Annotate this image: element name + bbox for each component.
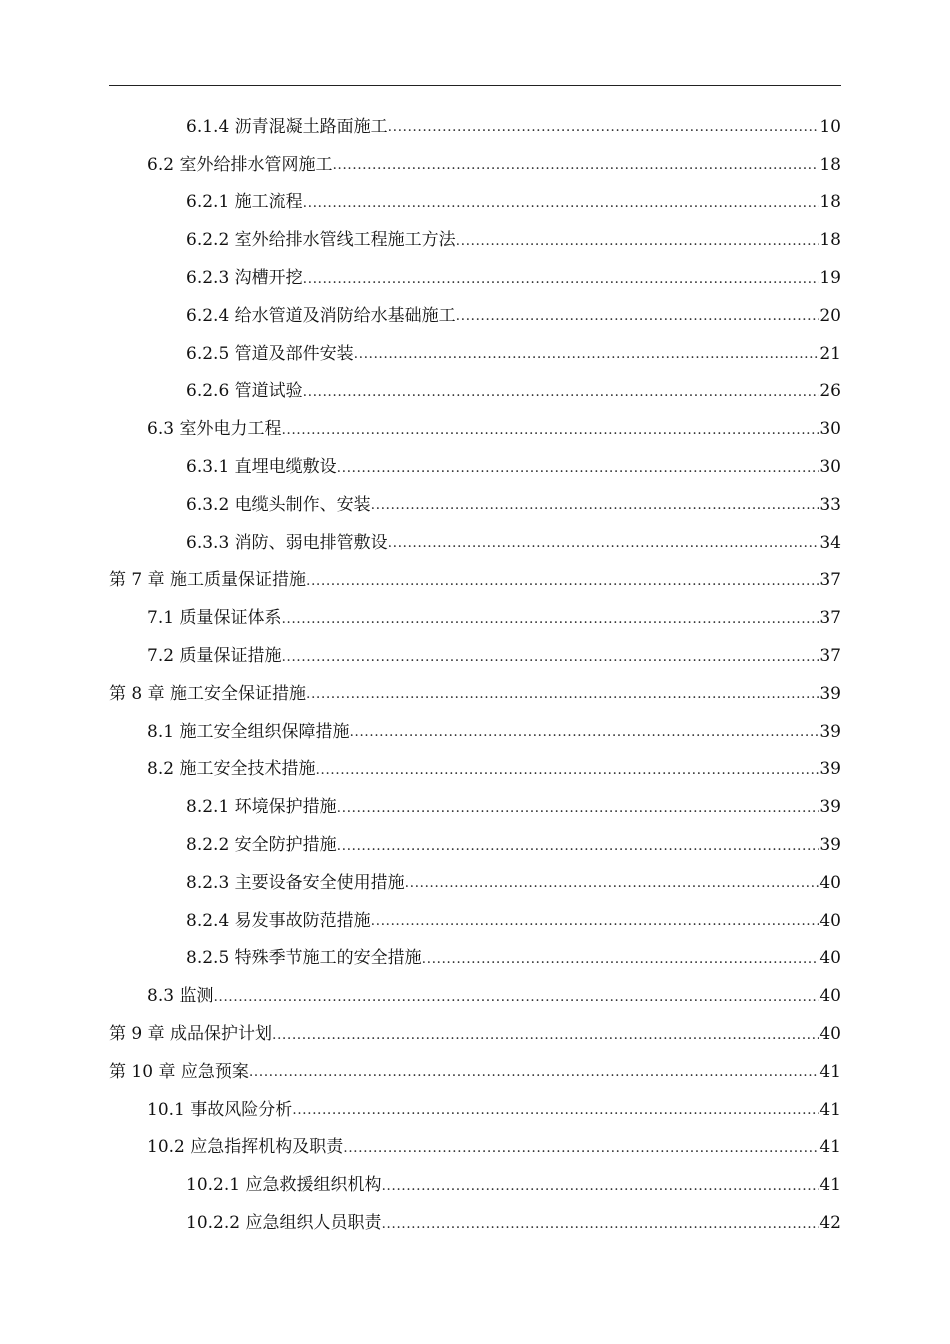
- toc-entry-page-number: 39: [819, 683, 841, 704]
- toc-entry-title: 8.2.1 环境保护措施: [186, 797, 337, 818]
- toc-entry-title: 7.1 质量保证体系: [147, 608, 282, 629]
- dot-leader: [405, 872, 820, 893]
- toc-entry-title: 8.2.4 易发事故防范措施: [186, 910, 371, 931]
- dot-leader: [381, 1175, 819, 1196]
- dot-leader: [281, 419, 819, 440]
- toc-entry[interactable]: [0, 902, 950, 940]
- toc-entry-title: 第 9 章 成品保护计划: [109, 1024, 273, 1045]
- toc-entry[interactable]: [0, 1129, 950, 1167]
- toc-entry-title: 6.3.1 直埋电缆敷设: [186, 457, 337, 478]
- toc-entry-page-number: 21: [819, 343, 841, 364]
- dot-leader: [306, 683, 819, 704]
- dot-leader: [306, 570, 819, 591]
- toc-entry-page-number: 34: [819, 532, 841, 553]
- toc-entry[interactable]: [0, 599, 950, 637]
- toc-entry-page-number: 39: [819, 797, 841, 818]
- toc-entry-title: 6.2.4 给水管道及消防给水基础施工: [186, 305, 456, 326]
- toc-entry[interactable]: [0, 221, 950, 259]
- toc-entry-page-number: 37: [819, 570, 841, 591]
- toc-entry-title: 第 10 章 应急预案: [109, 1061, 249, 1082]
- toc-entry-title: 10.2 应急指挥机构及职责: [147, 1137, 344, 1158]
- toc-entry[interactable]: [0, 297, 950, 335]
- dot-leader: [456, 305, 820, 326]
- dot-leader: [315, 759, 819, 780]
- dot-leader: [354, 343, 820, 364]
- toc-entry[interactable]: [0, 1166, 950, 1204]
- toc-entry-title: 6.3.3 消防、弱电排管敷设: [186, 532, 388, 553]
- toc-entry-page-number: 40: [819, 948, 841, 969]
- toc-entry-title: 8.3 监测: [147, 986, 214, 1007]
- dot-leader: [371, 494, 820, 515]
- header-rule: [109, 85, 841, 86]
- toc-entry-page-number: 20: [819, 305, 841, 326]
- toc-entry[interactable]: [0, 335, 950, 373]
- toc-entry[interactable]: [0, 864, 950, 902]
- toc-entry-title: 8.2.2 安全防护措施: [186, 835, 337, 856]
- toc-entry-page-number: 40: [819, 1024, 841, 1045]
- toc-entry-page-number: 19: [819, 268, 841, 289]
- dot-leader: [456, 230, 820, 251]
- toc-entry-page-number: 40: [819, 872, 841, 893]
- toc-entry-title: 8.2.3 主要设备安全使用措施: [186, 872, 405, 893]
- dot-leader: [272, 1024, 819, 1045]
- toc-entry-page-number: 33: [819, 494, 841, 515]
- dot-leader: [303, 381, 820, 402]
- toc-entry-page-number: 39: [819, 721, 841, 742]
- dot-leader: [337, 797, 820, 818]
- toc-entry-page-number: 10: [819, 116, 841, 137]
- toc-entry-title: 第 7 章 施工质量保证措施: [109, 570, 307, 591]
- toc-entry-page-number: 42: [819, 1213, 841, 1233]
- toc-entry[interactable]: [0, 524, 950, 562]
- toc-entry[interactable]: [0, 410, 950, 448]
- toc-entry[interactable]: [0, 1053, 950, 1091]
- dot-leader: [249, 1061, 820, 1082]
- dot-leader: [371, 910, 820, 931]
- toc-entry-page-number: 39: [819, 759, 841, 780]
- toc-entry-title: 6.2.6 管道试验: [186, 381, 303, 402]
- toc-entry-title: 6.2 室外给排水管网施工: [147, 154, 333, 175]
- table-of-contents: [0, 108, 950, 1242]
- toc-entry[interactable]: [0, 977, 950, 1015]
- toc-entry[interactable]: [0, 259, 950, 297]
- toc-entry[interactable]: [0, 788, 950, 826]
- toc-entry-page-number: 41: [819, 1137, 841, 1158]
- toc-entry-title: 8.2.5 特殊季节施工的安全措施: [186, 948, 422, 969]
- dot-leader: [337, 457, 820, 478]
- toc-entry[interactable]: [0, 713, 950, 751]
- dot-leader: [292, 1099, 819, 1120]
- toc-entry-title: 6.2.1 施工流程: [186, 192, 303, 213]
- dot-leader: [337, 835, 820, 856]
- dot-leader: [332, 154, 819, 175]
- toc-entry[interactable]: [0, 146, 950, 184]
- toc-entry[interactable]: [0, 486, 950, 524]
- dot-leader: [343, 1137, 819, 1158]
- toc-entry-title: 6.1.4 沥青混凝土路面施工: [186, 116, 388, 137]
- toc-entry[interactable]: [0, 1015, 950, 1053]
- toc-entry-page-number: 41: [819, 1175, 841, 1196]
- toc-entry-title: 8.2 施工安全技术措施: [147, 759, 316, 780]
- toc-entry-page-number: 18: [819, 154, 841, 175]
- toc-entry-page-number: 30: [819, 419, 841, 440]
- toc-entry-page-number: 40: [819, 986, 841, 1007]
- toc-entry-page-number: 37: [819, 608, 841, 629]
- toc-entry-page-number: 40: [819, 910, 841, 931]
- toc-entry[interactable]: [0, 637, 950, 675]
- toc-entry[interactable]: [0, 184, 950, 222]
- toc-entry-page-number: 39: [819, 835, 841, 856]
- toc-entry-title: 10.2.1 应急救援组织机构: [186, 1175, 382, 1196]
- toc-entry-page-number: 18: [819, 230, 841, 251]
- dot-leader: [281, 646, 819, 667]
- toc-entry-title: 10.2.2 应急组织人员职责: [186, 1213, 382, 1233]
- toc-entry-page-number: 26: [819, 381, 841, 402]
- dot-leader: [303, 192, 820, 213]
- toc-entry-title: 6.3 室外电力工程: [147, 419, 282, 440]
- toc-entry[interactable]: [0, 373, 950, 411]
- dot-leader: [303, 268, 820, 289]
- toc-entry[interactable]: [0, 108, 950, 146]
- toc-entry[interactable]: [0, 751, 950, 789]
- toc-entry[interactable]: [0, 826, 950, 864]
- toc-entry-title: 6.3.2 电缆头制作、安装: [186, 494, 371, 515]
- toc-entry-page-number: 41: [819, 1099, 841, 1120]
- dot-leader: [281, 608, 819, 629]
- dot-leader: [213, 986, 819, 1007]
- toc-entry[interactable]: [0, 448, 950, 486]
- toc-entry-page-number: 30: [819, 457, 841, 478]
- toc-entry-title: 8.1 施工安全组织保障措施: [147, 721, 350, 742]
- toc-entry[interactable]: [0, 1204, 950, 1242]
- dot-leader: [381, 1213, 819, 1234]
- toc-entry-page-number: 18: [819, 192, 841, 213]
- toc-entry-title: 6.2.5 管道及部件安装: [186, 343, 354, 364]
- toc-entry-title: 第 8 章 施工安全保证措施: [109, 683, 307, 704]
- dot-leader: [349, 721, 819, 742]
- toc-entry-page-number: 37: [819, 646, 841, 667]
- dot-leader: [388, 532, 820, 553]
- toc-entry[interactable]: [0, 1091, 950, 1129]
- toc-entry-title: 10.1 事故风险分析: [147, 1099, 293, 1120]
- toc-entry[interactable]: [0, 675, 950, 713]
- dot-leader: [388, 116, 820, 137]
- dot-leader: [422, 948, 820, 969]
- toc-entry-title: 6.2.2 室外给排水管线工程施工方法: [186, 230, 456, 251]
- toc-entry-title: 6.2.3 沟槽开挖: [186, 268, 303, 289]
- toc-entry[interactable]: [0, 562, 950, 600]
- toc-entry[interactable]: [0, 940, 950, 978]
- toc-entry-title: 7.2 质量保证措施: [147, 646, 282, 667]
- toc-entry-page-number: 41: [819, 1061, 841, 1082]
